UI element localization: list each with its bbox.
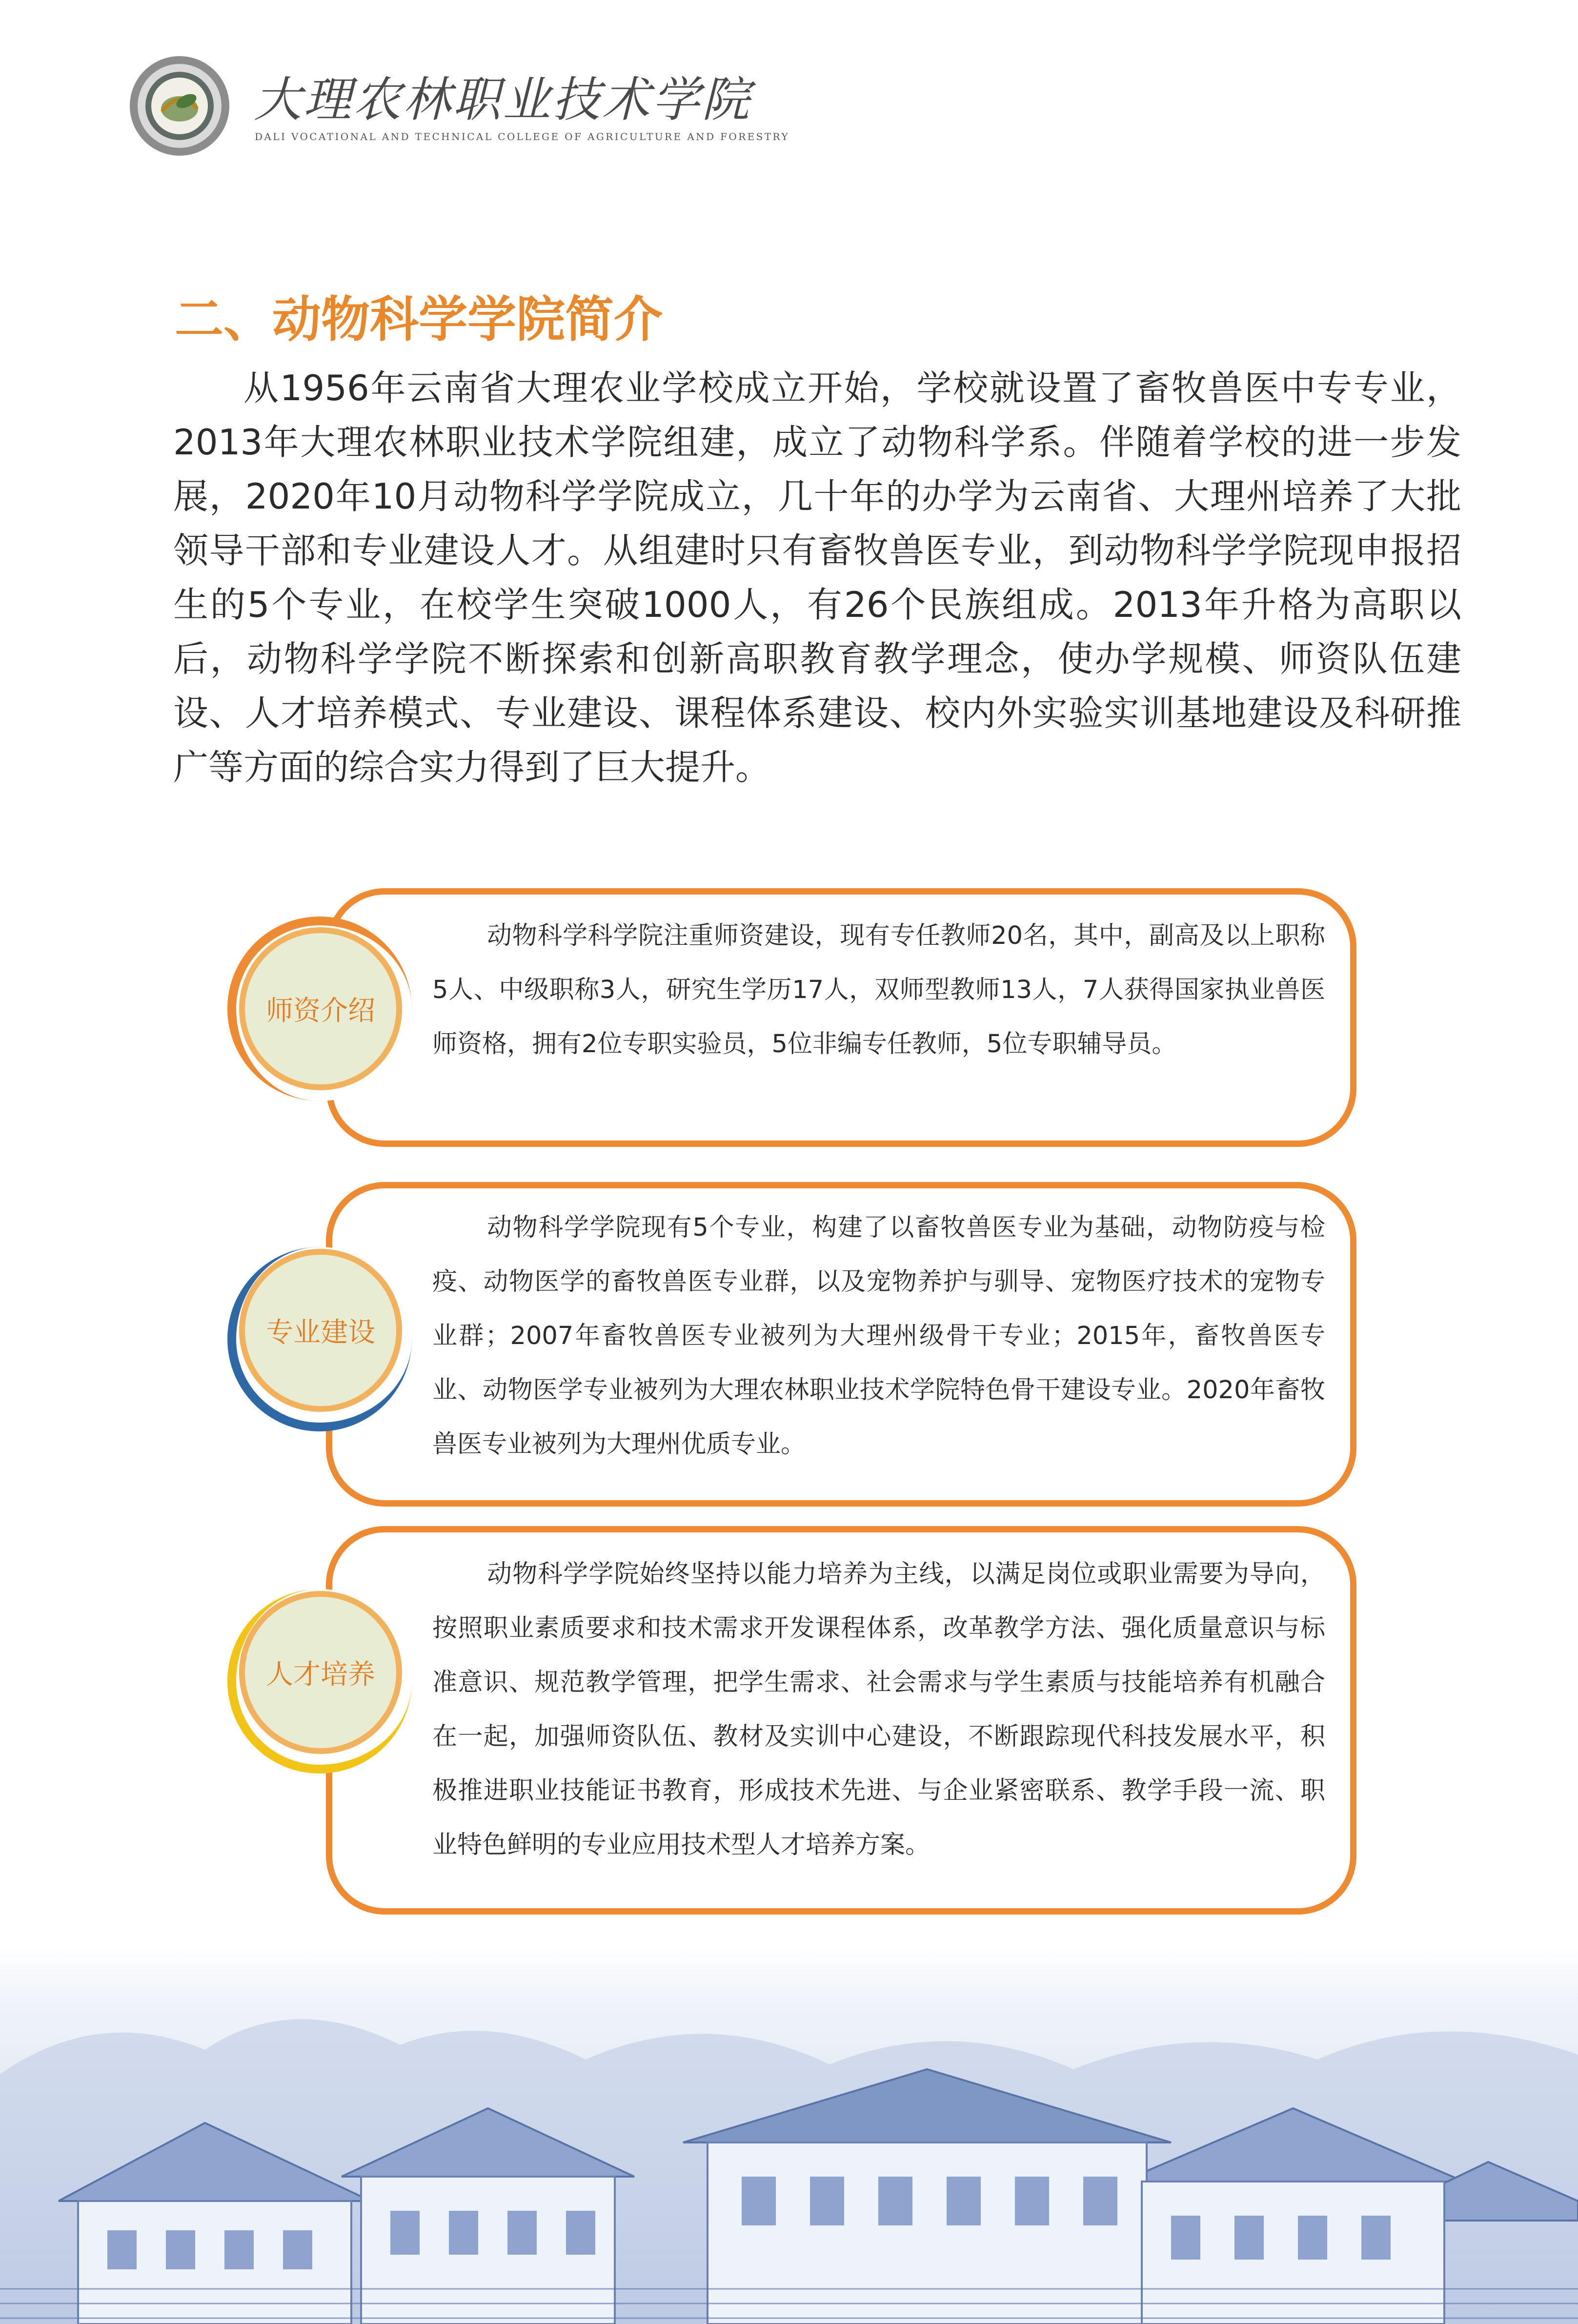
badge-circle: [239, 1591, 402, 1754]
badge-majors: [227, 1247, 412, 1431]
card-text-training: 动物科学学院始终坚持以能力培养为主线，以满足岗位或职业需要为导向，按照职业素质要求和技术需求开发课程体系，改革教学方法、强化质量意识与标准意识、规范教学管理，把学生需求、社会需求与学生素质与技能培养有机融合在一起，加强师资队伍、教材及实训中心建设，不断跟踪现代科技发展水平，积极推进职业技能证书教育，形成技术先进、与企业紧密联系、教学手段一流、职业特色鲜明的专业应用技术型人才培养方案。: [432, 1560, 1325, 1859]
college-seal-icon: [128, 54, 231, 158]
badge-label: 人才培养: [266, 1659, 375, 1691]
school-name-english: DALI VOCATIONAL AND TECHNICAL COLLEGE OF AGRICULTURE AND FORESTRY: [255, 131, 789, 143]
badge-training: [227, 1589, 412, 1774]
badge-circle: [239, 927, 402, 1090]
school-name-chinese: 大理农林职业技术学院: [254, 72, 752, 128]
badge-label: 专业建设: [266, 1317, 375, 1348]
badge-circle: [239, 1249, 402, 1412]
intro-paragraph: 从1956年云南省大理农业学校成立开始，学校就设置了畜牧兽医中专专业，2013年大理农林职业技术学院组建，成立了动物科学系。伴随着学校的进一步发展，2020年10月动物科学学院成立，几十年的办学为云南省、大理州培养了大批领导干部和专业建设人才。从组建时只有畜牧兽医专业，到动物科学学院现申报招生的5个专业，在校学生突破1000人，有26个民族组成。2013年升格为高职以后，动物科学学院不断探索和创新高职教育教学理念，使办学规模、师资队伍建设、人才培养模式、专业建设、课程体系建设、校内外实验实训基地建设及科研推广等方面的综合实力得到了巨大提升。: [173, 367, 1461, 788]
section-title: 二、动物科学学院简介: [175, 291, 663, 348]
campus-buildings-sketch: [0, 1947, 1578, 2324]
card-text-majors: 动物科学学院现有5个专业，构建了以畜牧兽医专业为基础，动物防疫与检疫、动物医学的畜牧兽医专业群，以及宠物养护与驯导、宠物医疗技术的宠物专业群；2007年畜牧兽医专业被列为大理州级骨干专业；2015年，畜牧兽医专业、动物医学专业被列为大理农林职业技术学院特色骨干建设专业。2020年畜牧兽医专业被列为大理州优质专业。: [432, 1213, 1325, 1459]
badge-faculty: [227, 917, 412, 1101]
badge-label: 师资介绍: [266, 995, 375, 1027]
card-text-faculty: 动物科学科学院注重师资建设，现有专任教师20名，其中，副高及以上职称5人、中级职称3人，研究生学历17人，双师型教师13人，7人获得国家执业兽医师资格，拥有2位专职实验员，5位非编专任教师，5位专职辅导员。: [432, 921, 1325, 1059]
